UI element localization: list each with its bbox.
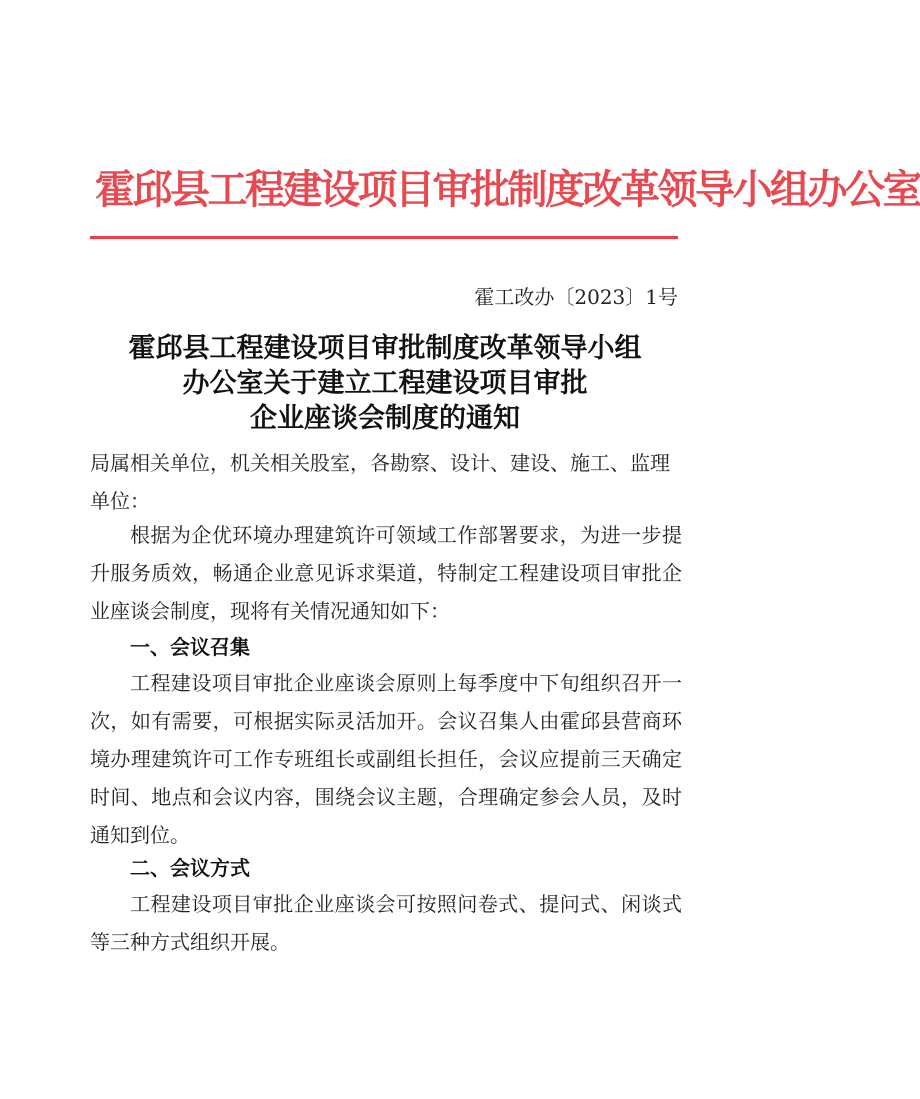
issuing-office-title: 霍邱县工程建设项目审批制度改革领导小组办公室 — [95, 166, 920, 213]
notice-title — [85, 331, 685, 436]
intro-paragraph: 根据为企优环境办理建筑许可领域工作部署要求，为进一步提升服务质效，畅通企业意见诉求渠道，特制定工程建设项目审批企业座谈会制度，现将有关情况通知如下： — [90, 523, 682, 623]
section-heading: 二、会议方式 — [130, 856, 250, 880]
section-heading: 一、会议召集 — [130, 635, 250, 659]
notice-title-line: 办公室关于建立工程建设项目审批 — [182, 368, 588, 399]
document-number: 霍工改办〔2023〕1号 — [474, 285, 678, 309]
notice-title-line: 企业座谈会制度的通知 — [250, 403, 520, 434]
section-body: 工程建设项目审批企业座谈会原则上每季度中下旬组织召开一次，如有需要，可根据实际灵活加开。会议召集人由霍邱县营商环境办理建筑许可工作专班组长或副组长担任，会议应提前三天确定时间、地点和会议内容，围绕会议主题，合理确定参会人员，及时通知到位。 — [90, 671, 682, 847]
section-body: 工程建设项目审批企业座谈会可按照问卷式、提问式、闲谈式等三种方式组织开展。 — [90, 892, 682, 954]
red-divider-line — [90, 236, 678, 239]
notice-title-line: 霍邱县工程建设项目审批制度改革领导小组 — [128, 333, 642, 364]
recipients: 局属相关单位，机关相关股室，各勘察、设计、建设、施工、监理单位： — [90, 451, 670, 513]
